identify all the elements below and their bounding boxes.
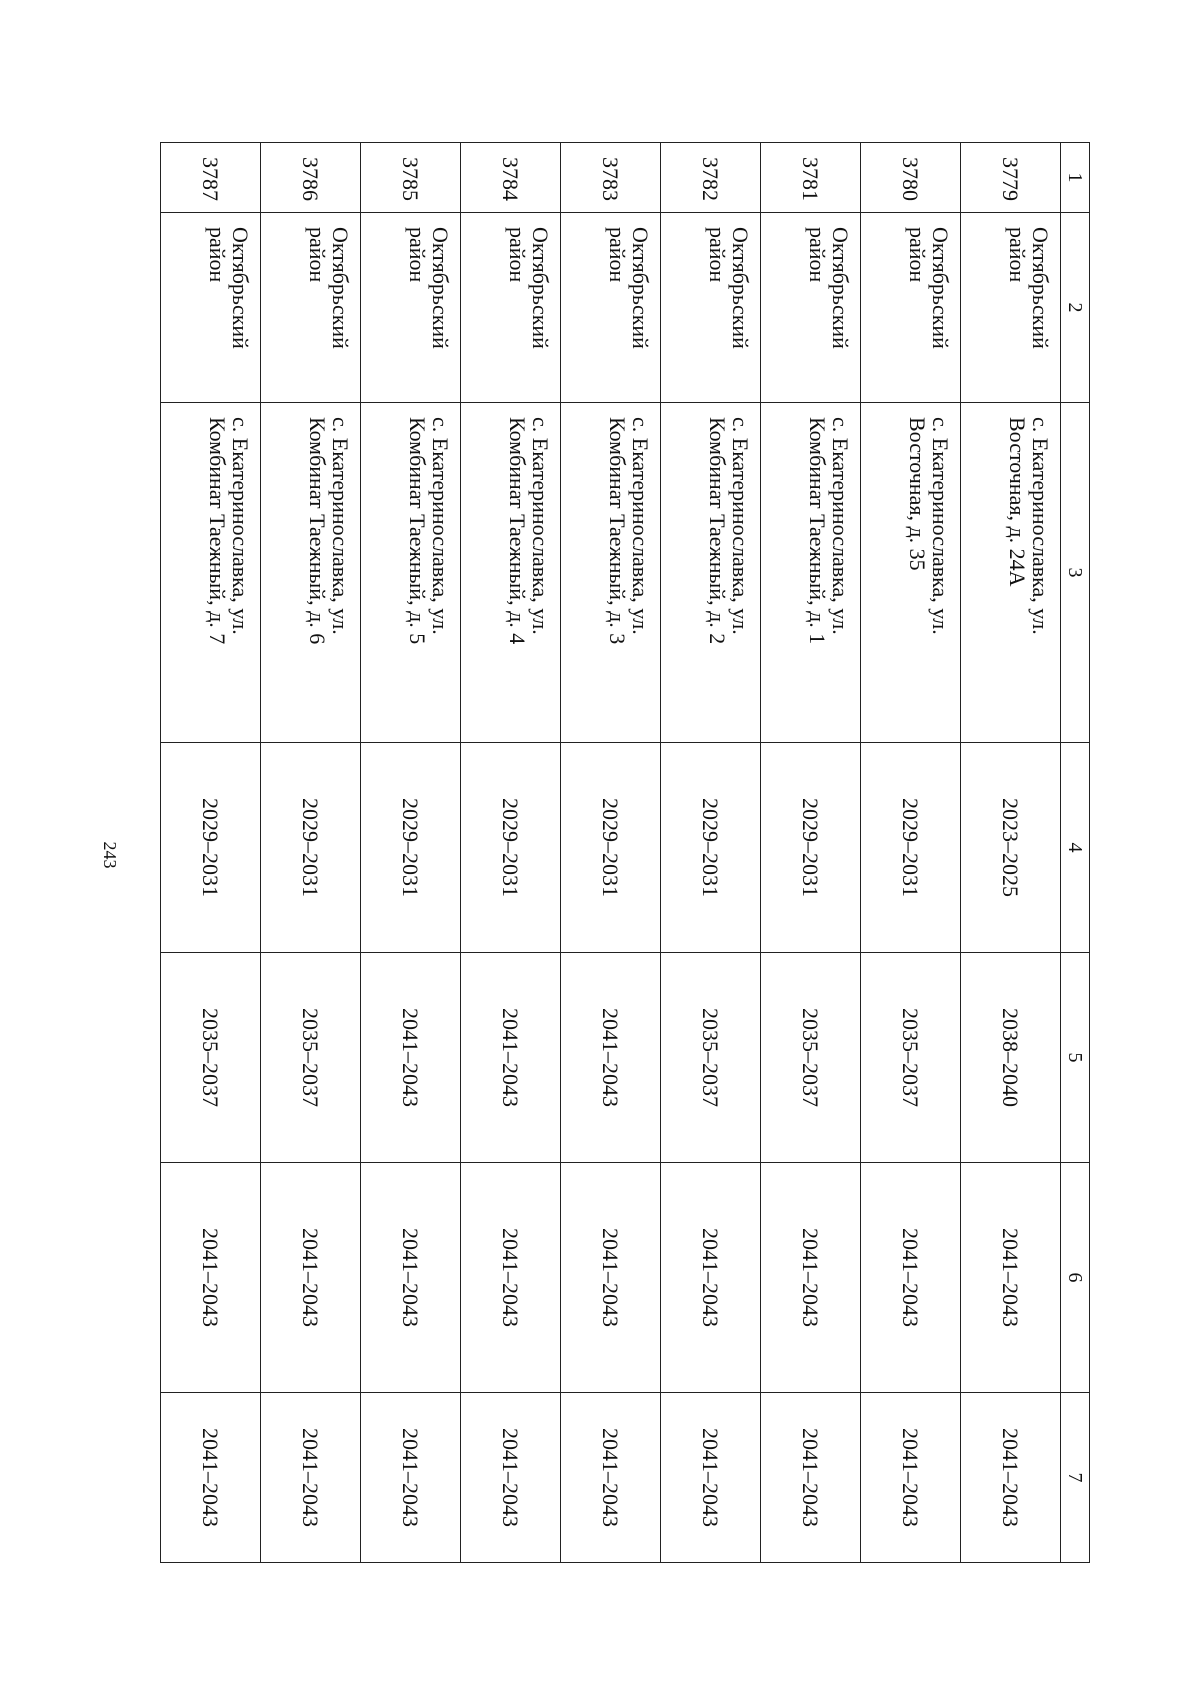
period-cell: 2041–2043 [561, 953, 661, 1163]
address-cell: с. Екатеринославка, ул. Комбинат Таежный, д. 2 [661, 403, 761, 743]
address-cell: с. Екатеринославка, ул. Комбинат Таежный, д. 5 [361, 403, 461, 743]
period-cell: 2041–2043 [261, 1393, 361, 1563]
district-cell: Октябрьский район [961, 213, 1061, 403]
address-cell: с. Екатеринославка, ул. Комбинат Таежный, д. 3 [561, 403, 661, 743]
period-cell: 2041–2043 [661, 1393, 761, 1563]
period-cell: 2041–2043 [361, 1393, 461, 1563]
row-number: 3783 [561, 143, 661, 213]
row-number: 3779 [961, 143, 1061, 213]
address-cell: с. Екатеринославка, ул. Комбинат Таежный, д. 6 [261, 403, 361, 743]
row-number: 3781 [761, 143, 861, 213]
period-cell: 2029–2031 [361, 743, 461, 953]
period-cell: 2041–2043 [361, 953, 461, 1163]
period-cell: 2041–2043 [961, 1393, 1061, 1563]
column-header: 4 [1061, 743, 1090, 953]
period-cell: 2023–2025 [961, 743, 1061, 953]
column-header: 2 [1061, 213, 1090, 403]
page-number: 243 [100, 841, 120, 869]
column-header: 7 [1061, 1393, 1090, 1563]
period-cell: 2035–2037 [261, 953, 361, 1163]
period-cell: 2035–2037 [161, 953, 261, 1163]
period-cell: 2041–2043 [961, 1163, 1061, 1393]
period-cell: 2035–2037 [661, 953, 761, 1163]
column-header: 1 [1061, 143, 1090, 213]
period-cell: 2041–2043 [461, 1163, 561, 1393]
period-cell: 2029–2031 [861, 743, 961, 953]
district-cell: Октябрьский район [161, 213, 261, 403]
row-number: 3780 [861, 143, 961, 213]
period-cell: 2029–2031 [161, 743, 261, 953]
period-cell: 2041–2043 [461, 953, 561, 1163]
district-cell: Октябрьский район [461, 213, 561, 403]
column-header: 5 [1061, 953, 1090, 1163]
period-cell: 2029–2031 [261, 743, 361, 953]
district-cell: Октябрьский район [761, 213, 861, 403]
column-header: 6 [1061, 1163, 1090, 1393]
period-cell: 2041–2043 [861, 1393, 961, 1563]
period-cell: 2041–2043 [161, 1393, 261, 1563]
table-container [160, 142, 1090, 1562]
table-row [961, 143, 1061, 1563]
period-cell: 2029–2031 [661, 743, 761, 953]
period-cell: 2041–2043 [161, 1163, 261, 1393]
address-cell: с. Екатеринославка, ул. Комбинат Таежный, д. 1 [761, 403, 861, 743]
period-cell: 2041–2043 [261, 1163, 361, 1393]
period-cell: 2041–2043 [761, 1163, 861, 1393]
row-number: 3785 [361, 143, 461, 213]
table-row [361, 143, 461, 1563]
period-cell: 2041–2043 [661, 1163, 761, 1393]
district-cell: Октябрьский район [861, 213, 961, 403]
period-cell: 2029–2031 [461, 743, 561, 953]
table-row [861, 143, 961, 1563]
period-cell: 2035–2037 [861, 953, 961, 1163]
table-row [761, 143, 861, 1563]
period-cell: 2041–2043 [561, 1393, 661, 1563]
address-cell: с. Екатеринославка, ул. Комбинат Таежный, д. 7 [161, 403, 261, 743]
table-row [561, 143, 661, 1563]
district-cell: Октябрьский район [561, 213, 661, 403]
period-cell: 2029–2031 [761, 743, 861, 953]
address-cell: с. Екатеринославка, ул. Восточная, д. 35 [861, 403, 961, 743]
period-cell: 2041–2043 [361, 1163, 461, 1393]
table-row [161, 143, 261, 1563]
district-cell: Октябрьский район [661, 213, 761, 403]
period-cell: 2029–2031 [561, 743, 661, 953]
district-cell: Октябрьский район [361, 213, 461, 403]
district-cell: Октябрьский район [261, 213, 361, 403]
period-cell: 2038–2040 [961, 953, 1061, 1163]
row-number: 3784 [461, 143, 561, 213]
address-cell: с. Екатеринославка, ул. Восточная, д. 24А [961, 403, 1061, 743]
period-cell: 2041–2043 [461, 1393, 561, 1563]
row-number: 3787 [161, 143, 261, 213]
table-row [661, 143, 761, 1563]
table-row [461, 143, 561, 1563]
row-number: 3786 [261, 143, 361, 213]
column-header: 3 [1061, 403, 1090, 743]
period-cell: 2041–2043 [561, 1163, 661, 1393]
data-table [160, 142, 1090, 1563]
header-row [1061, 143, 1090, 1563]
address-cell: с. Екатеринославка, ул. Комбинат Таежный, д. 4 [461, 403, 561, 743]
period-cell: 2041–2043 [761, 1393, 861, 1563]
period-cell: 2035–2037 [761, 953, 861, 1163]
row-number: 3782 [661, 143, 761, 213]
period-cell: 2041–2043 [861, 1163, 961, 1393]
table-row [261, 143, 361, 1563]
